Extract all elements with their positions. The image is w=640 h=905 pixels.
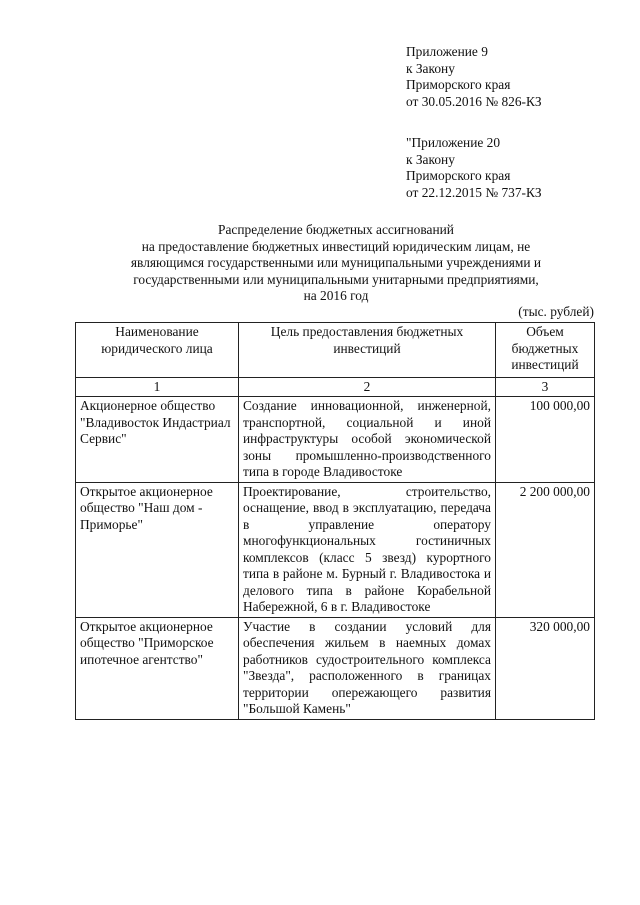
approval-line: Приморского края (406, 77, 511, 92)
entity-name: Открытое акционерное общество "Приморское ипотечное агентство" (76, 617, 239, 719)
investment-goal: Проектирование, строительство, оснащение, ввод в эксплуатацию, передача в управление оператору многофункциональных гостиничных комплексов (класс 5 звезд) курортного типа в районе м. Бурный г. Владивостока и делового типа в районе Корабельной Набережной, 6 в г. Владивостоке (239, 482, 496, 617)
title-line: государственными или муниципальными унитарными предприятиями, (133, 271, 539, 287)
approval-line: к Закону (406, 60, 455, 76)
column-number: 2 (239, 378, 496, 397)
investment-amount: 320 000,00 (496, 617, 595, 719)
approval-line: "Приложение 20 (406, 135, 501, 150)
table-row (76, 397, 595, 483)
column-number: 3 (496, 378, 595, 397)
title-line: являющимся государственными или муниципальными учреждениями и (130, 255, 542, 270)
approval-line: Приложение 9 (406, 44, 488, 59)
table-header-row (76, 323, 595, 378)
investment-amount: 2 200 000,00 (496, 482, 595, 617)
investment-goal: Создание инновационной, инженерной, транспортной, социальной и иной инфраструктуры особой экономической зоны промышленно-производственного типа в городе Владивостоке (239, 397, 496, 483)
entity-name: Акционерное общество "Владивосток Индастриал Сервис" (76, 397, 239, 483)
approval-line: Приморского края (406, 168, 511, 183)
table-row (76, 482, 595, 617)
approval-block-current (406, 44, 542, 110)
column-number-row (76, 378, 595, 397)
approval-line: к Закону (406, 151, 455, 167)
title-line: на 2016 год (303, 288, 369, 303)
approval-line: от 30.05.2016 № 826-КЗ (406, 93, 542, 109)
investment-amount: 100 000,00 (496, 397, 595, 483)
budget-table (75, 322, 595, 720)
approval-line: от 22.12.2015 № 737-КЗ (406, 184, 542, 200)
investment-goal: Участие в создании условий для обеспечения жильем в наемных домах работников судостроительного комплекса "Звезда", расположенного в границах территории опережающего развития "Большой Камень" (239, 617, 496, 719)
header-goal: Цель предоставления бюджетных инвестиций (239, 323, 496, 378)
title-line: на предоставление бюджетных инвестиций юридическим лицам, не (141, 238, 531, 254)
entity-name: Открытое акционерное общество "Наш дом - Приморье" (76, 482, 239, 617)
approval-block-original (406, 135, 542, 201)
unit-note: (тыс. рублей) (518, 304, 594, 319)
column-number: 1 (76, 378, 239, 397)
document-title (70, 222, 602, 305)
title-line: Распределение бюджетных ассигнований (218, 222, 454, 237)
header-name: Наименование юридического лица (76, 323, 239, 378)
header-amount: Объем бюджетных инвестиций (496, 323, 595, 378)
table-row (76, 617, 595, 719)
